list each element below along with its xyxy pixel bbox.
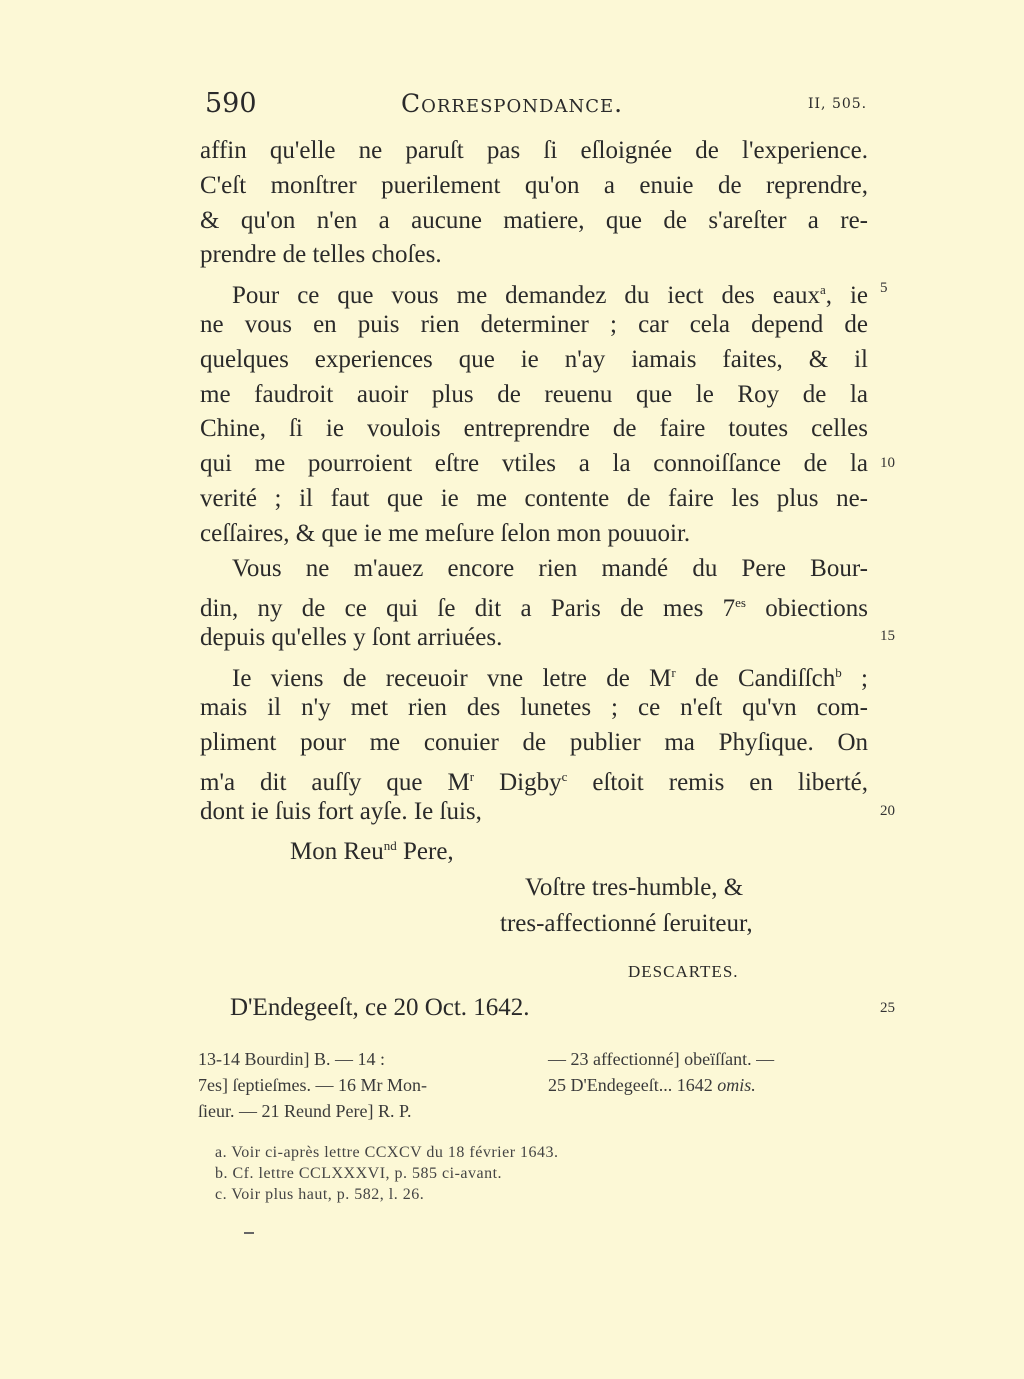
line-number: 15 bbox=[880, 628, 895, 644]
running-title: Correspondance. bbox=[400, 89, 624, 118]
text-line bbox=[200, 552, 868, 587]
salutation-text-end: Pere, bbox=[396, 838, 454, 865]
variants-column-2 bbox=[548, 1046, 868, 1098]
text-line bbox=[200, 412, 868, 447]
line-text: ; bbox=[841, 664, 868, 692]
printer-mark bbox=[244, 1232, 254, 1234]
line-text: din, ny de ce qui ſe dit a Paris de mes 7 bbox=[200, 595, 736, 623]
closing-line-2: tres-affectionné ſeruiteur, bbox=[500, 910, 753, 937]
line-text: Vous ne m'auez encore rien mandé du Pere Bour- bbox=[232, 554, 868, 582]
line-text: depuis qu'elles y ſont arriuées. bbox=[200, 624, 503, 652]
line-text: verité ; il faut que ie me contente de faire les plus ne- bbox=[200, 484, 868, 512]
text-line bbox=[200, 795, 868, 830]
line-text: affin qu'elle ne paruſt pas ſi eſloignée de l'experience. bbox=[200, 137, 868, 164]
text-line bbox=[200, 273, 868, 308]
text-line bbox=[200, 204, 868, 239]
variant-line: ſieur. — 21 Reund Pere] R. P. bbox=[198, 1101, 412, 1121]
line-text: obiections bbox=[745, 595, 868, 623]
superscript: es bbox=[735, 595, 746, 611]
footnote-c: c. Voir plus haut, p. 582, l. 26. bbox=[215, 1186, 425, 1203]
line-text: ne vous en puis rien determiner ; car cela depend de bbox=[200, 310, 868, 338]
line-text: m'a dit auſſy que M bbox=[200, 769, 470, 797]
line-number: 20 bbox=[880, 803, 895, 819]
line-text: quelques experiences que ie n'ay iamais faites, & il bbox=[200, 345, 868, 373]
line-text: de Candiſſch bbox=[675, 664, 836, 692]
page-number: 590 bbox=[205, 88, 257, 119]
line-text: me faudroit auoir plus de reuenu que le Roy de la bbox=[200, 380, 868, 408]
text-line bbox=[200, 517, 868, 552]
text-line bbox=[200, 586, 868, 621]
salutation bbox=[290, 838, 454, 866]
variant-omis: omis. bbox=[717, 1075, 756, 1095]
superscript: r bbox=[469, 769, 475, 785]
line-text: Chine, ſi ie voulois entreprendre de faire toutes celles bbox=[200, 415, 868, 443]
line-text: C'eſt monſtrer puerilement qu'on a enuie de reprendre, bbox=[200, 171, 868, 199]
footnote-b: b. Cf. lettre CCLXXXVI, p. 585 ci-avant. bbox=[215, 1165, 503, 1182]
signature: DESCARTES. bbox=[628, 962, 739, 981]
variant-line: 7es] ſeptieſmes. — 16 Mr Mon- bbox=[198, 1075, 427, 1095]
text-line bbox=[200, 482, 868, 517]
letter-date: D'Endegeeſt, ce 20 Oct. 1642. bbox=[230, 994, 530, 1021]
text-line bbox=[200, 169, 868, 204]
line-text: mais il n'y met rien des lunetes ; ce n'eſt qu'vn com- bbox=[200, 693, 868, 721]
text-line bbox=[200, 656, 868, 691]
line-text: Ie viens de receuoir vne letre de M bbox=[232, 664, 672, 692]
salutation-sup: nd bbox=[383, 838, 397, 853]
line-text: Digby bbox=[474, 769, 562, 797]
text-line bbox=[200, 378, 868, 413]
footnote-a: a. Voir ci-après lettre CCXCV du 18 février 1643. bbox=[215, 1144, 559, 1161]
line-text: qui me pourroient eſtre vtiles a la connoiſſance de la bbox=[200, 450, 868, 478]
text-line bbox=[200, 238, 868, 273]
line-text: pliment pour me conuier de publier ma Phyſique. On bbox=[200, 728, 868, 756]
superscript: b bbox=[835, 664, 842, 680]
variant-text: 25 D'Endegeeſt... 1642 bbox=[548, 1075, 713, 1095]
text-line bbox=[200, 308, 868, 343]
salutation-text: Mon Reu bbox=[290, 838, 384, 865]
text-line bbox=[200, 134, 868, 169]
line-text: ceſſaires, & que ie me meſure ſelon mon pouuoir. bbox=[200, 519, 691, 547]
text-line bbox=[200, 343, 868, 378]
superscript: a bbox=[819, 282, 826, 298]
line-text: eſtoit remis en liberté, bbox=[567, 769, 868, 797]
text-line bbox=[200, 691, 868, 726]
line-number: 25 bbox=[880, 1000, 895, 1016]
closing-line-1: Voſtre tres-humble, & bbox=[525, 874, 744, 901]
line-number: 10 bbox=[880, 455, 895, 471]
text-line bbox=[200, 760, 868, 795]
line-text: prendre de telles choſes. bbox=[200, 241, 442, 269]
superscript: c bbox=[561, 769, 568, 785]
variant-line: — 23 affectionné] obeïſſant. — bbox=[548, 1049, 775, 1069]
variants-column-1 bbox=[198, 1046, 518, 1124]
footnotes bbox=[215, 1142, 559, 1205]
variant-line bbox=[548, 1072, 868, 1098]
text-line bbox=[200, 447, 868, 482]
superscript: r bbox=[671, 664, 676, 680]
line-text: , ie bbox=[825, 282, 868, 310]
text-line bbox=[200, 726, 868, 761]
text-line bbox=[200, 621, 868, 656]
line-text: & qu'on n'en a aucune matiere, que de s'areſter a re- bbox=[200, 206, 868, 234]
line-text: dont ie ſuis fort ayſe. Ie ſuis, bbox=[200, 798, 482, 826]
letter-body bbox=[200, 134, 868, 830]
volume-reference: II, 505. bbox=[808, 96, 868, 112]
line-number: 5 bbox=[880, 280, 888, 296]
line-text: Pour ce que vous me demandez du iect des eaux bbox=[232, 282, 820, 310]
variant-line: 13-14 Bourdin] B. — 14 : bbox=[198, 1049, 385, 1069]
